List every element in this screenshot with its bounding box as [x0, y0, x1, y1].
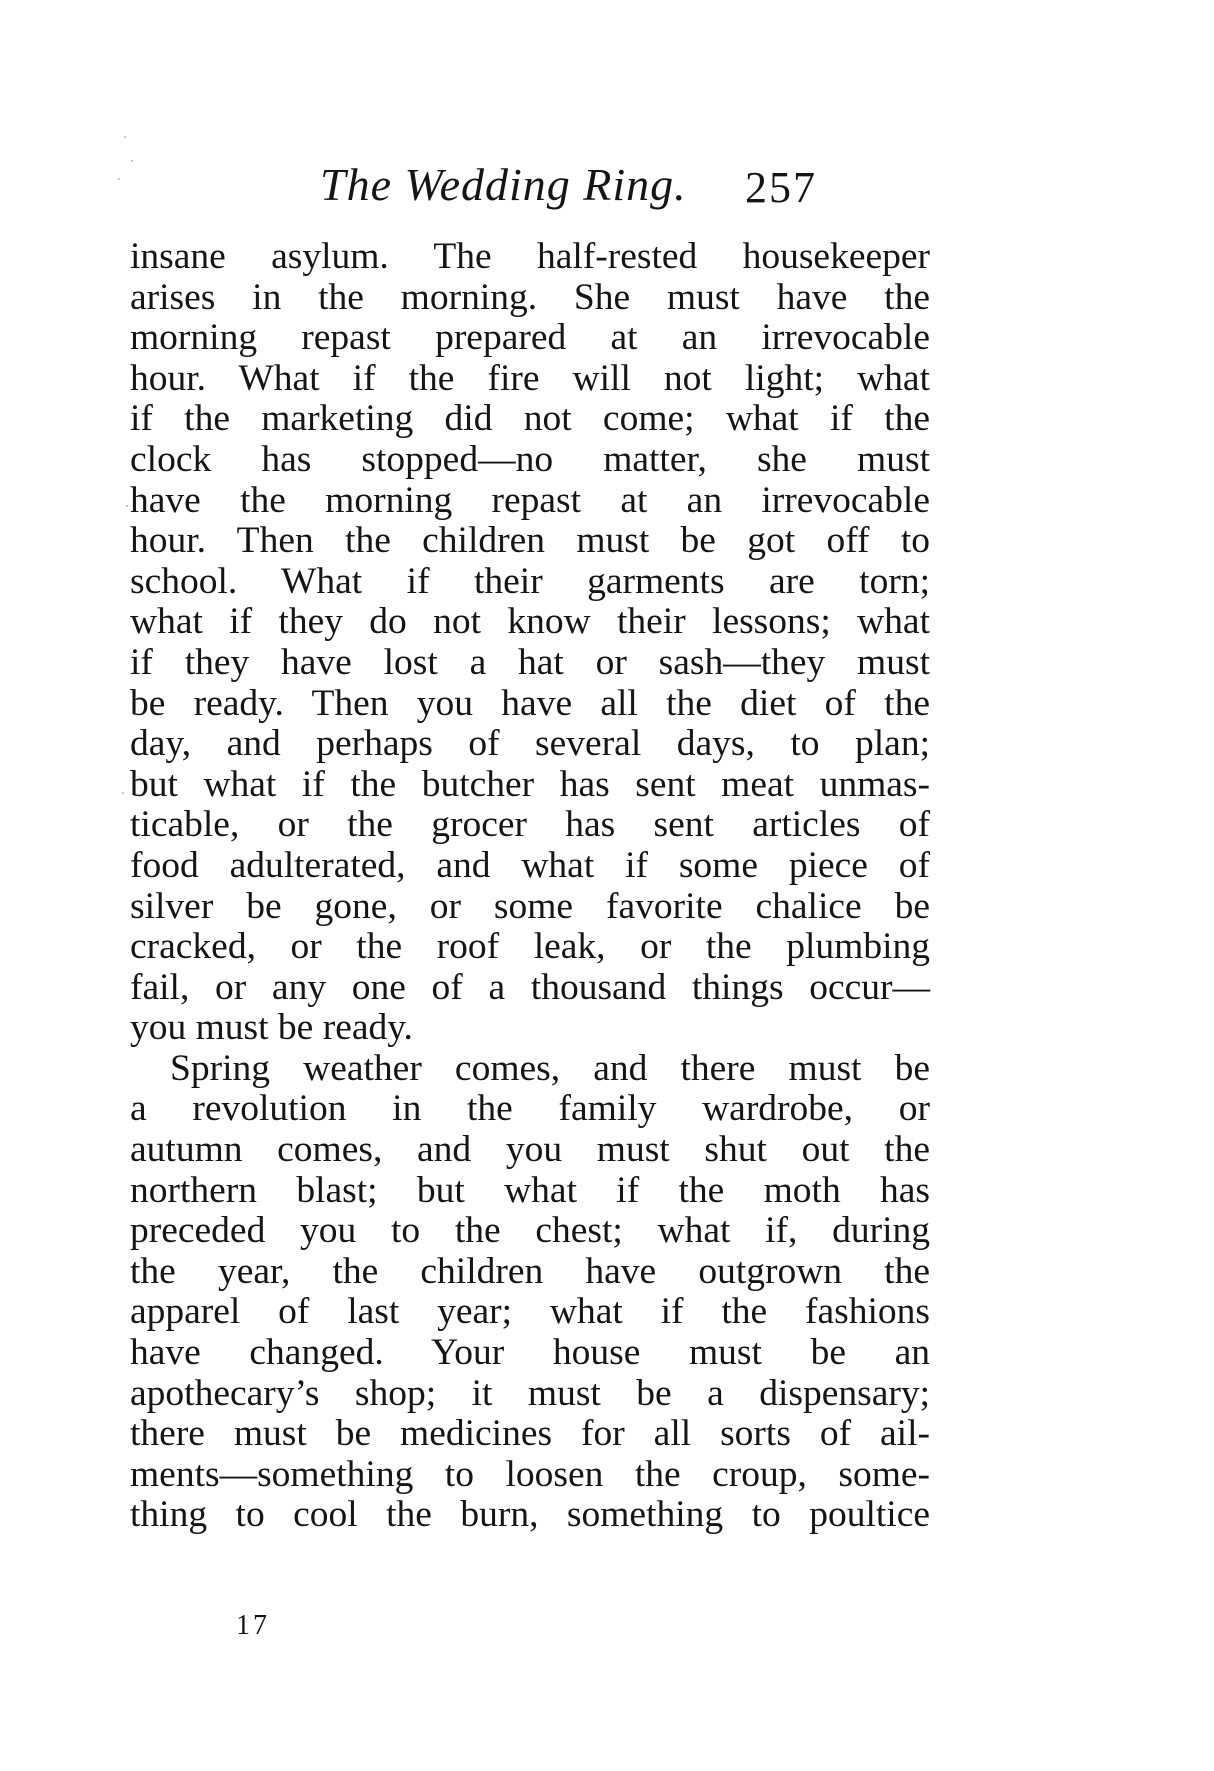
text-line: the year, the children have outgrown the	[130, 1250, 930, 1292]
text-line: food adulterated, and what if some piece of	[130, 844, 930, 886]
text-line: a revolution in the family wardrobe, or	[130, 1088, 930, 1130]
page-number: 257	[745, 163, 817, 212]
text-line: insane asylum. The half-rested housekeeper	[130, 236, 930, 277]
text-line: but what if the butcher has sent meat unmas-	[130, 763, 930, 805]
text-line: hour. Then the children must be got off to	[130, 520, 930, 562]
running-title: The Wedding Ring.	[320, 159, 687, 210]
text-line: arises in the morning. She must have the	[130, 276, 930, 318]
scan-speck	[122, 792, 124, 794]
text-line: have changed. Your house must be an	[130, 1332, 930, 1374]
text-line: day, and perhaps of several days, to plan;	[130, 723, 930, 765]
running-head	[130, 158, 930, 218]
text-line: autumn comes, and you must shut out the	[130, 1129, 930, 1171]
text-line: cracked, or the roof leak, or the plumbing	[130, 926, 930, 968]
scan-speck	[131, 160, 133, 162]
signature-mark: 17	[236, 1610, 270, 1641]
text-line: silver be gone, or some favorite chalice be	[130, 885, 930, 927]
text-line: preceded you to the chest; what if, during	[130, 1210, 930, 1252]
text-line: clock has stopped—no matter, she must	[130, 438, 930, 480]
text-line: ticable, or the grocer has sent articles of	[130, 804, 930, 846]
text-line: hour. What if the fire will not light; what	[130, 357, 930, 399]
text-line: school. What if their garments are torn;	[130, 560, 930, 602]
text-line: ments—something to loosen the croup, some-	[130, 1453, 930, 1495]
text-line: apparel of last year; what if the fashions	[130, 1291, 930, 1333]
text-line: have the morning repast at an irrevocable	[130, 479, 930, 521]
text-line: morning repast prepared at an irrevocable	[130, 317, 930, 359]
text-line: fail, or any one of a thousand things occur—	[130, 966, 930, 1008]
text-line: apothecary’s shop; it must be a dispensary;	[130, 1372, 930, 1414]
text-line: there must be medicines for all sorts of ail-	[130, 1413, 930, 1455]
paragraph-start-line: Spring weather comes, and there must be	[170, 1047, 930, 1089]
scan-speck	[126, 505, 128, 507]
text-line: what if they do not know their lessons; what	[130, 601, 930, 643]
text-line: if the marketing did not come; what if the	[130, 398, 930, 440]
text-line: be ready. Then you have all the diet of the	[130, 682, 930, 724]
paragraph-end-line: you must be ready.	[130, 1007, 413, 1049]
text-line: if they have lost a hat or sash—they must	[130, 641, 930, 683]
text-line: thing to cool the burn, something to poultice	[130, 1494, 930, 1536]
text-line: northern blast; but what if the moth has	[130, 1169, 930, 1211]
scan-speck	[118, 178, 120, 180]
scan-speck	[124, 136, 126, 138]
body-text	[130, 237, 930, 1536]
